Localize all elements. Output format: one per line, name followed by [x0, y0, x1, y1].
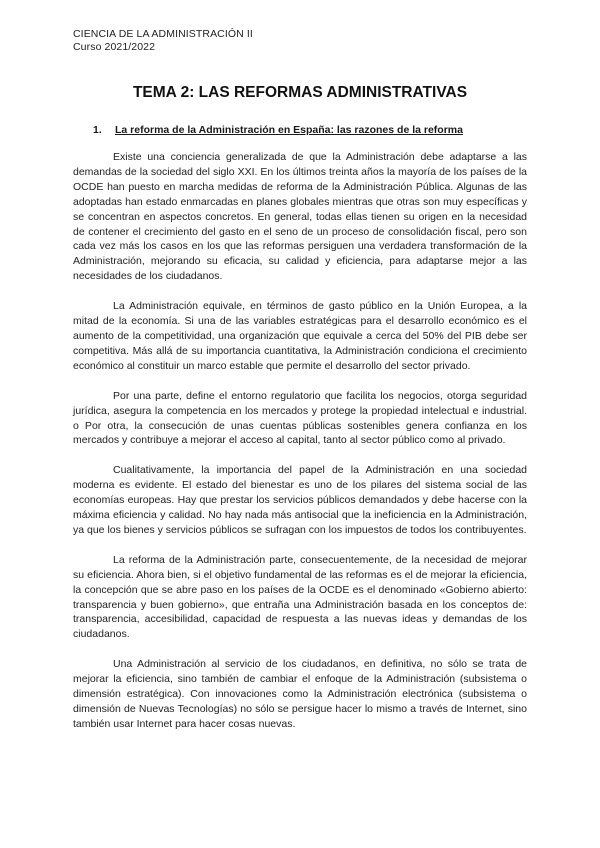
section-heading-text: La reforma de la Administración en España: las razones de la reforma: [115, 124, 463, 136]
paragraph: Por una parte, define el entorno regulatorio que facilita los negocios, otorga seguridad jurídica, asegura la competencia en los mercados y protege la propiedad intelectual e industrial. o Por otra, la consecución de unas cuentas públicas sostenibles genera confianza en los mercados y contribuye a mejorar el acceso al capital, tanto al sector público como al privado.: [73, 389, 527, 447]
paragraph: Existe una conciencia generalizada de que la Administración debe adaptarse a las demandas de la sociedad del siglo XXI. En los últimos treinta años la mayoría de los países de la OCDE han puesto en marcha medidas de reforma de la Administración Pública. Algunas de las adoptadas han estado enmarcadas en planes globales mientras que otras son muy específicas y se concentran en aspectos concretos. En general, todas ellas tienen su origen en la necesidad de contener el crecimiento del gasto en el seno de un proceso de consolidación fiscal, pero son cada vez más los casos en los que las reformas persiguen una verdadera transformación de la Administración, mejorando su eficacia, su calidad y eficiencia, para adaptarse mejor a las necesidades de los ciudadanos.: [73, 151, 527, 283]
page-title: TEMA 2: LAS REFORMAS ADMINISTRATIVAS: [132, 84, 468, 101]
paragraph: La Administración equivale, en términos de gasto público en la Unión Europea, a la mitad de la economía. Si una de las variables estratégicas para el desarrollo económico es el aumento de la competitividad, una organización que equivale a cerca del 50% del PIB debe ser competitiva. Más allá de su importancia cuantitativa, la Administración condiciona el crecimiento económico al constituir un marco estable que permite el desarrollo del sector privado.: [73, 300, 527, 372]
course-year: Curso 2021/2022: [73, 41, 156, 53]
paragraph: Cualitativamente, la importancia del papel de la Administración en una sociedad moderna es evidente. El estado del bienestar es uno de los pilares del sistema social de las economías europeas. Hay que prestar los servicios públicos demandados y debe hacerse con la máxima eficiencia y calidad. No hay nada más antisocial que la ineficiencia en la Administración, ya que los bienes y servicios públicos se sufragan con los impuestos de todos los contribuyentes.: [73, 464, 527, 536]
section-heading: [93, 123, 527, 137]
paragraph: La reforma de la Administración parte, consecuentemente, de la necesidad de mejorar su eficiencia. Ahora bien, si el objetivo fundamental de las reformas es el de mejorar la eficiencia, la concepción que se abre paso en los países de la OCDE es el denominado «Gobierno abierto: transparencia y buen gobierno», que entraña una Administración basada en los conceptos de: transparencia, accesibilidad, capacidad de respuesta a las nuevas ideas y demandas de los ciudadanos.: [73, 553, 527, 641]
course-name: CIENCIA DE LA ADMINISTRACIÓN II: [73, 28, 253, 40]
section-number: 1.: [93, 124, 102, 136]
paragraph: Una Administración al servicio de los ciudadanos, en definitiva, no sólo se trata de mejorar la eficiencia, sino también de cambiar el enfoque de la Administración (subsistema o dimensión estratégica). Con innovaciones como la Administración electrónica (subsistema o dimensión de Nuevas Tecnologías) no sólo se persigue hacer lo mismo a través de Internet, sino también usar Internet para hacer cosas nuevas.: [73, 658, 527, 730]
